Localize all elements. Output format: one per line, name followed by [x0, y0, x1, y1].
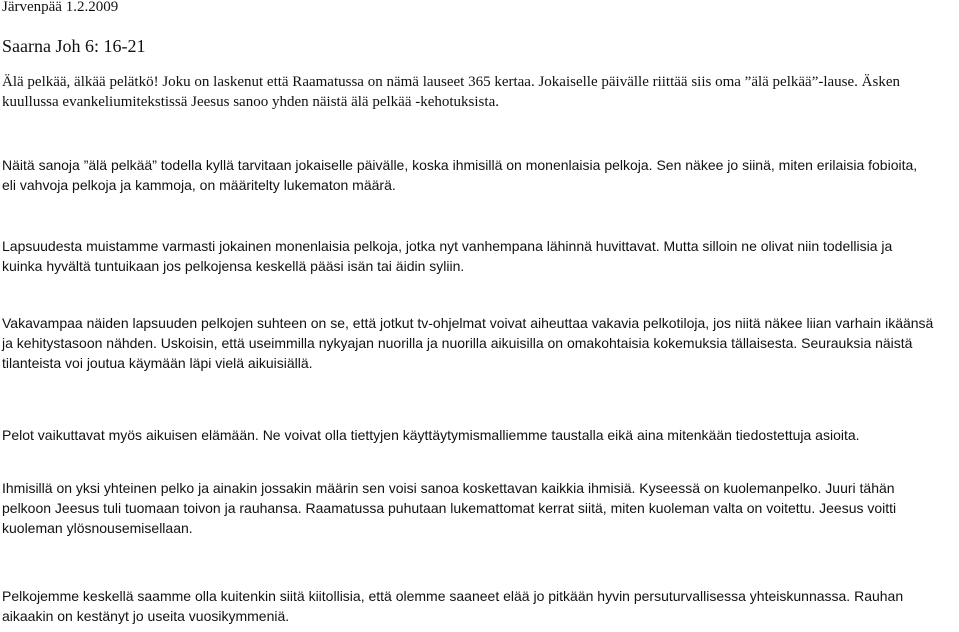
paragraph-line: kuoleman ylösnousemisellaan. — [2, 520, 193, 536]
paragraph-line: kuullussa evankeliumitekstissä Jeesus sanoo yhden näistä älä pelkää -kehotuksista. — [2, 94, 499, 110]
paragraph-3 — [2, 236, 957, 276]
paragraph-line: Ihmisillä on yksi yhteinen pelko ja ainakin jossakin määrin sen voisi sanoa koskettavan kaikkia ihmisiä. Kyseessä on kuolemanpelko. Juuri tähän — [2, 480, 895, 496]
page-title: Saarna Joh 6: 16-21 — [2, 36, 146, 56]
date-line: Järvenpää 1.2.2009 — [2, 0, 119, 15]
paragraph-line: Pelot vaikuttavat myös aikuisen elämään. Ne voivat olla tiettyjen käyttäytymismalliemme taustalla eikä aina mitenkään tiedostettuja asioita. — [2, 427, 860, 443]
paragraph-line: Vakavampaa näiden lapsuuden pelkojen suhteen on se, että jotkut tv-ohjelmat voivat aiheuttaa vakavia pelkotiloja, jos niitä näkee liian varhain ikäänsä — [2, 315, 934, 331]
paragraph-line: Pelkojemme keskellä saamme olla kuitenkin siitä kiitollisia, että olemme saaneet elää jo pitkään hyvin persuturvallisessa yhteiskunnassa. Rauhan — [2, 588, 904, 604]
paragraph-line: Älä pelkää, älkää pelätkö! Joku on laskenut että Raamatussa on nämä lauseet 365 kertaa. Jokaiselle päivälle riittää siis oma ”älä pelkää”-lause. Äsken — [2, 74, 900, 90]
paragraph-line: aikaakin on kestänyt jo useita vuosikymmeniä. — [2, 608, 290, 624]
paragraph-line: Näitä sanoja ”älä pelkää” todella kyllä tarvitaan jokaiselle päivälle, koska ihmisillä on monenlaisia pelkoja. Sen näkee jo siinä, miten erilaisia fobioita, — [2, 157, 918, 173]
paragraph-line: ja kehitystasoon nähden. Uskoisin, että useimmilla nykyajan nuorilla ja nuorilla aikuisilla on omakohtaisia kokemuksia tällaisesta. Seurauksia näistä — [2, 335, 913, 351]
paragraph-line: kuinka hyvältä tuntuikaan jos pelkojensa keskellä pääsi isän tai äidin syliin. — [2, 258, 465, 274]
paragraph-5 — [2, 425, 957, 445]
paragraph-1 — [2, 72, 957, 112]
paragraph-7 — [2, 586, 957, 626]
paragraph-6 — [2, 478, 957, 538]
paragraph-4 — [2, 313, 957, 373]
paragraph-line: Lapsuudesta muistamme varmasti jokainen monenlaisia pelkoja, jotka nyt vanhempana lähinnä huvittavat. Mutta silloin ne olivat niin todellisia ja — [2, 238, 893, 254]
paragraph-line: tilanteista voi joutua käymään läpi vielä aikuisiällä. — [2, 355, 313, 371]
paragraph-2 — [2, 155, 957, 195]
paragraph-line: pelkoon Jeesus tuli tuomaan toivon ja rauhansa. Raamatussa puhutaan lukemattomat kerrat siitä, miten kuoleman valta on voitettu. Jeesus voitti — [2, 500, 897, 516]
paragraph-line: eli vahvoja pelkoja ja kammoja, on määritelty lukematon määrä. — [2, 177, 396, 193]
